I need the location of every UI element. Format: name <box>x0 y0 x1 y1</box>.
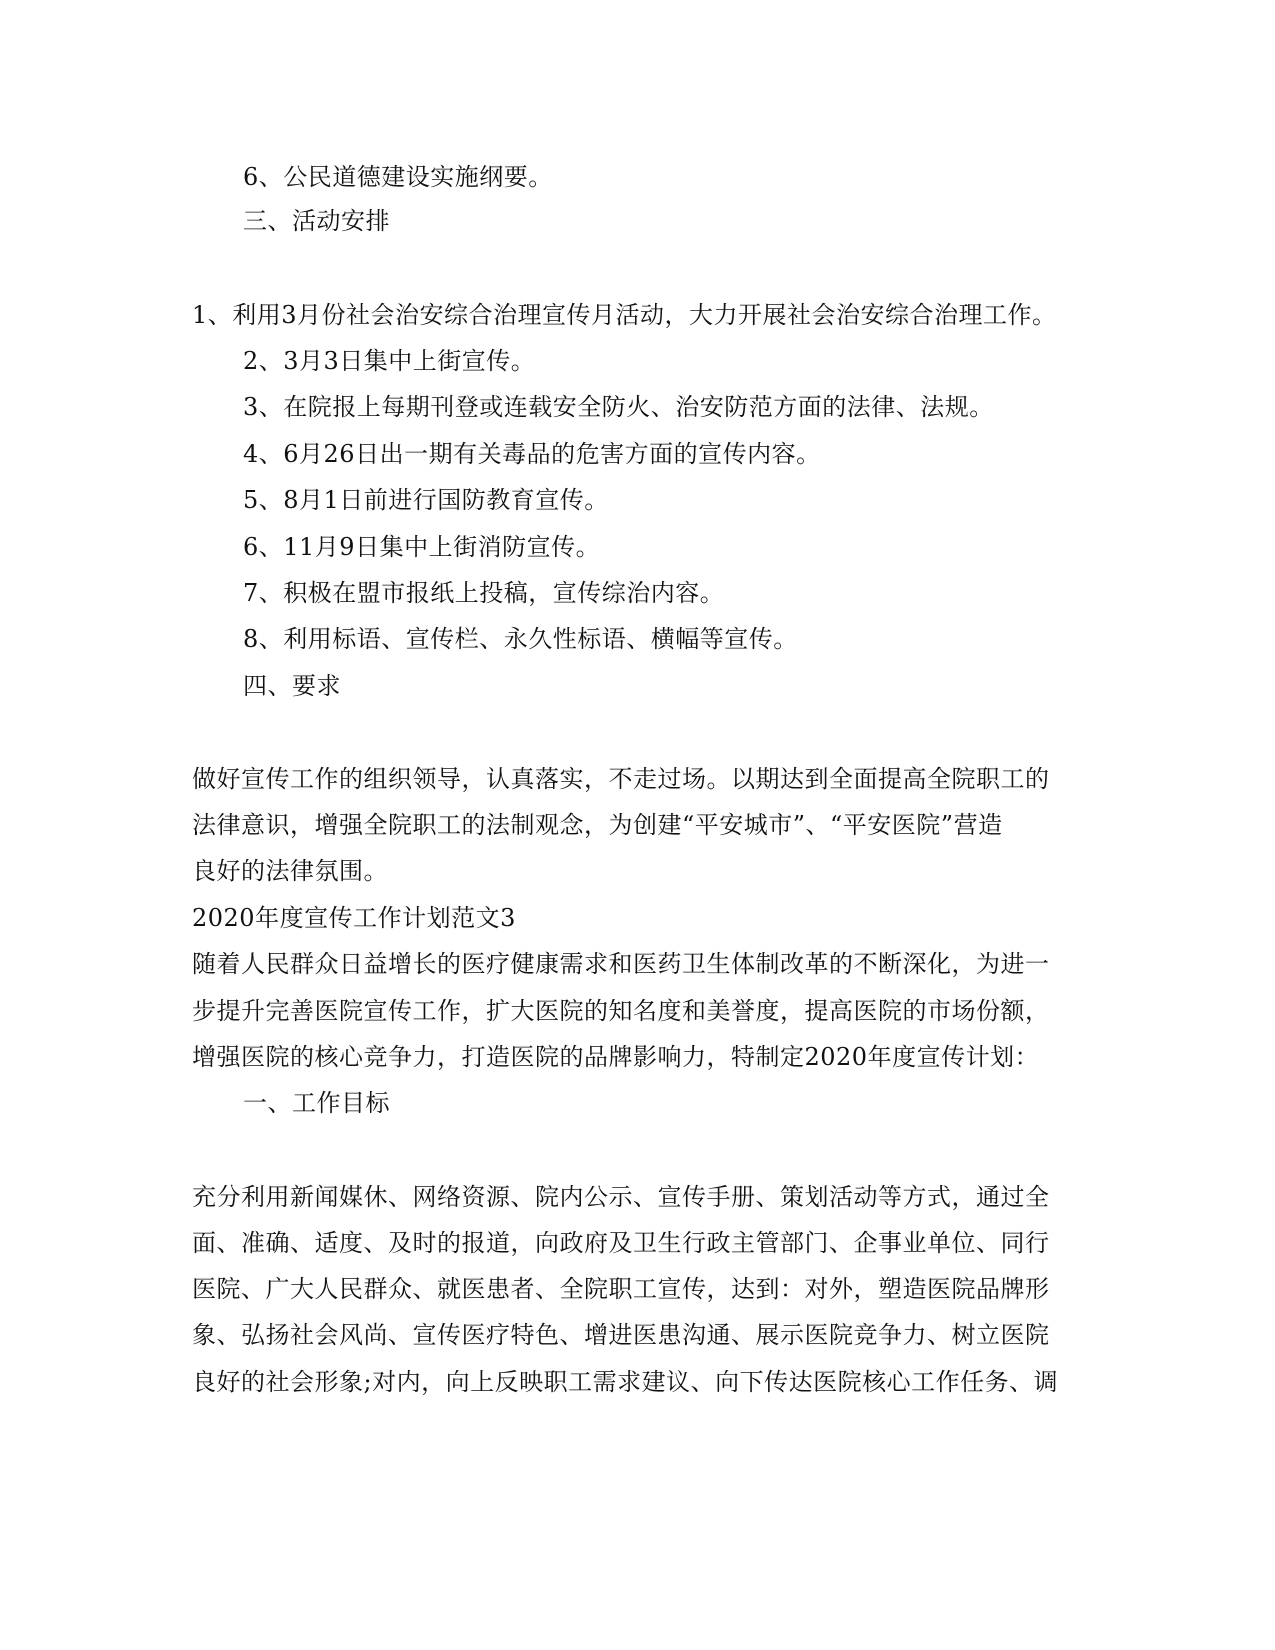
paragraph-line: 增强医院的核心竞争力，打造医院的品牌影响力，特制定2020年度宣传计划： <box>192 1043 1040 1071</box>
document-title: 2020年度宣传工作计划范文3 <box>192 904 516 932</box>
paragraph-line: 良好的社会形象;对内，向上反映职工需求建议、向下传达医院核心工作任务、调 <box>192 1368 1059 1396</box>
paragraph-line: 医院、广大人民群众、就医患者、全院职工宣传，达到：对外，塑造医院品牌形 <box>192 1275 1050 1303</box>
list-item: 8、利用标语、宣传栏、永久性标语、横幅等宣传。 <box>243 625 798 653</box>
section-heading: 三、活动安排 <box>243 207 390 235</box>
paragraph-line: 良好的法律氛围。 <box>192 857 388 885</box>
list-item: 5、8月1日前进行国防教育宣传。 <box>243 486 609 514</box>
list-item: 2、3月3日集中上街宣传。 <box>243 347 536 375</box>
paragraph-line: 随着人民群众日益增长的医疗健康需求和医药卫生体制改革的不断深化，为进一 <box>192 950 1050 978</box>
paragraph-line: 步提升完善医院宣传工作，扩大医院的知名度和美誉度，提高医院的市场份额， <box>192 997 1050 1025</box>
paragraph-line: 象、弘扬社会风尚、宣传医疗特色、增进医患沟通、展示医院竞争力、树立医院 <box>192 1321 1050 1349</box>
paragraph-line: 做好宣传工作的组织领导，认真落实，不走过场。以期达到全面提高全院职工的 <box>192 765 1050 793</box>
list-item: 1、利用3月份社会治安综合治理宣传月活动，大力开展社会治安综合治理工作。 <box>192 301 1057 329</box>
section-heading: 一、工作目标 <box>243 1089 390 1117</box>
paragraph-line: 法律意识，增强全院职工的法制观念，为创建“平安城市”、“平安医院”营造 <box>192 811 1003 839</box>
paragraph-line: 充分利用新闻媒休、网络资源、院内公示、宣传手册、策划活动等方式，通过全 <box>192 1183 1050 1211</box>
list-item: 4、6月26日出一期有关毒品的危害方面的宣传内容。 <box>243 440 821 468</box>
paragraph-line: 面、准确、适度、及时的报道，向政府及卫生行政主管部门、企事业单位、同行 <box>192 1229 1050 1257</box>
list-item: 6、公民道德建设实施纲要。 <box>243 163 553 191</box>
list-item: 3、在院报上每期刊登或连载安全防火、治安防范方面的法律、法规。 <box>243 393 994 421</box>
list-item: 6、11月9日集中上街消防宣传。 <box>243 533 601 561</box>
list-item: 7、积极在盟市报纸上投稿，宣传综治内容。 <box>243 579 725 607</box>
section-heading: 四、要求 <box>243 672 341 700</box>
